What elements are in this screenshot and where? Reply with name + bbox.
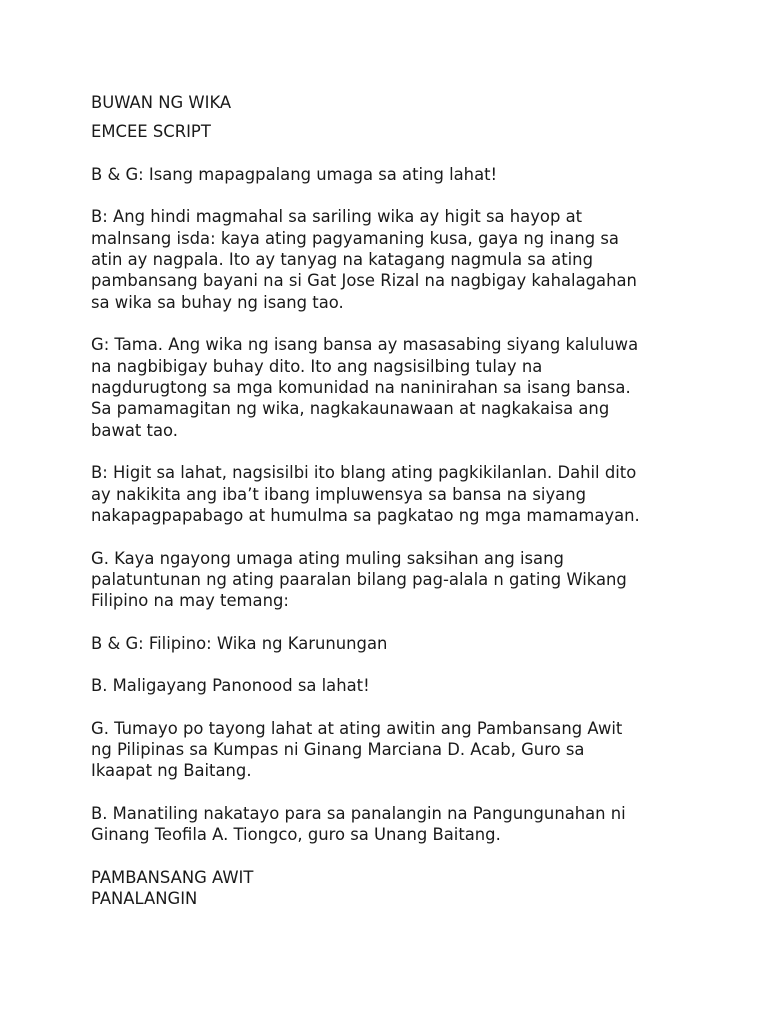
document-title: BUWAN NG WIKA — [91, 93, 232, 112]
script-line-theme: B & G: Filipino: Wika ng Karunungan — [91, 633, 388, 653]
script-paragraph-national-anthem: G. Tumayo po tayong lahat at ating awitin ang Pambansang Awit ng Pilipinas sa Kumpas ni Ginang Marciana D. Acab, Guro sa Ikaapat ng Baitang. — [91, 718, 623, 781]
script-paragraph-prayer: B. Manatiling nakatayo para sa panalangin na Pangungunahan ni Ginang Teofila A. Tiongco, guro sa Unang Baitang. — [91, 803, 626, 845]
document-subtitle: EMCEE SCRIPT — [91, 122, 211, 142]
script-line-enjoy: B. Maligayang Panonood sa lahat! — [91, 676, 370, 696]
script-line-greeting: B & G: Isang mapagpalang umaga sa ating lahat! — [91, 164, 498, 184]
closing-item-prayer: PANALANGIN — [91, 888, 198, 908]
script-paragraph-identity: B: Higit sa lahat, nagsisilbi ito blang ating pagkikilanlan. Dahil dito ay nakikita ang iba’t ibang impluwensya sa bansa na siyang nakapagpapabago at humulma sa pagkatao ng mga mamamayan. — [91, 463, 640, 526]
script-paragraph-program-intro: G. Kaya ngayong umaga ating muling saksihan ang isang palatuntunan ng ating paaralan bilang pag-alala n gating Wikang Filipino na may temang: — [91, 548, 627, 611]
closing-item-anthem: PAMBANSANG AWIT — [91, 867, 254, 887]
script-paragraph-language-soul: G: Tama. Ang wika ng isang bansa ay masasabing siyang kaluluwa na nagbibigay buhay dito. Ito ang nagsisilbing tulay na nagdurugtong sa mga komunidad na naninirahan sa isang bansa. Sa pamamagitan ng wika, nagkakaunawaan at nagkakaisa ang bawat tao. — [91, 335, 639, 440]
script-paragraph-rizal-quote: B: Ang hindi magmahal sa sariling wika ay higit sa hayop at malnsang isda: kaya ating pagyamaning kusa, gaya ng inang sa atin ay nagpala. Ito ay tanyag na katagang nagmula sa ating pambansang bayani na si Gat Jose Rizal na nagbigay kahalagahan sa wika sa buhay ng isang tao. — [91, 207, 637, 312]
